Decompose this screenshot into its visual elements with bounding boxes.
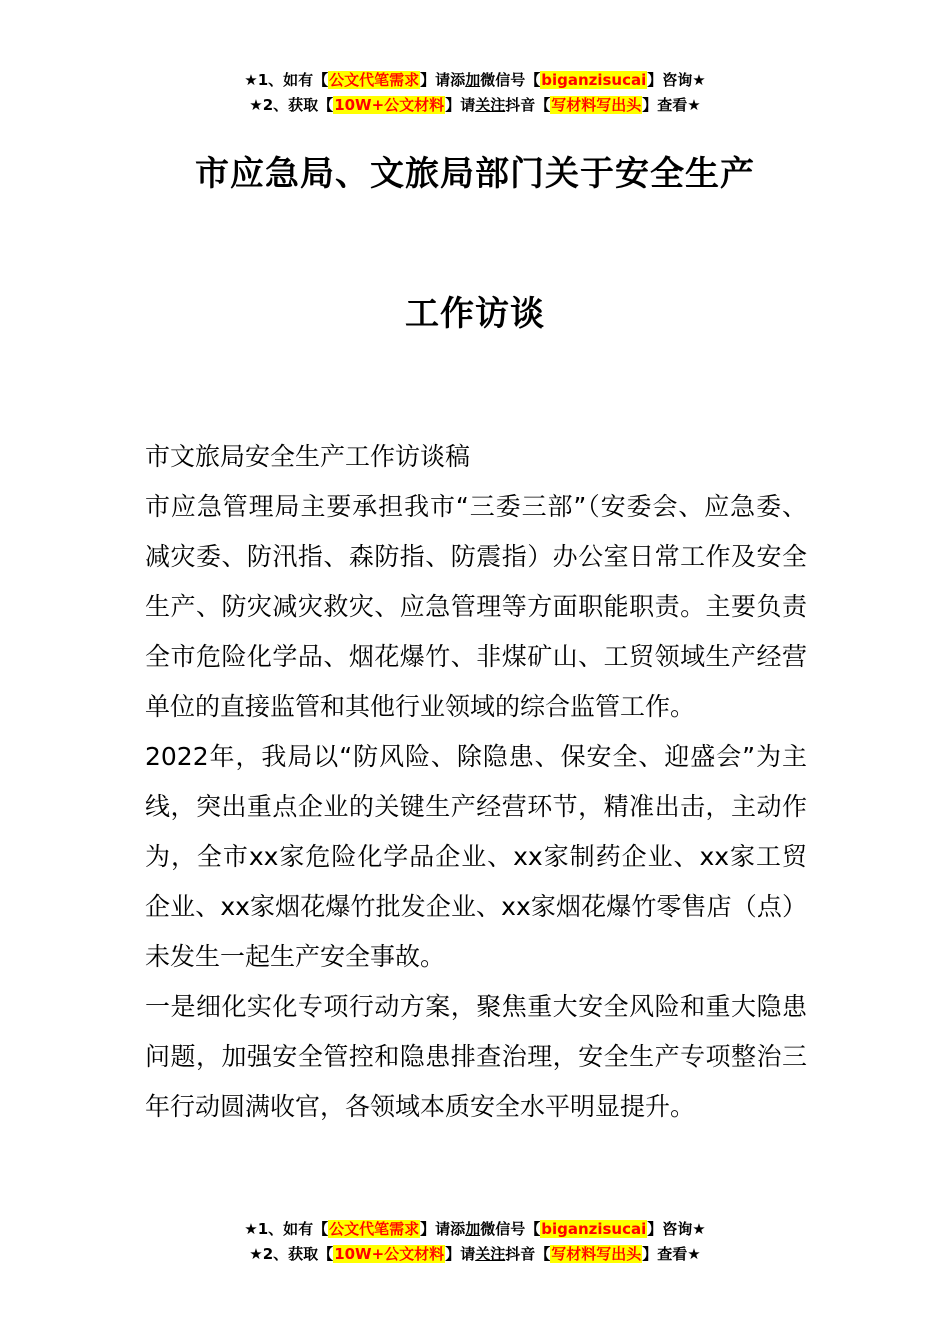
banner-highlight: 写材料写出头 — [551, 1245, 642, 1263]
banner-underlined-text: 加 — [465, 1220, 481, 1238]
body-paragraph: 2022年，我局以“防风险、除隐患、保安全、迎盛会”为主线，突出重点企业的关键生产经营环节，精准出击，主动作为，全市xx家危险化学品企业、xx家制药企业、xx家工贸企业、xx家烟花爆竹批发企业、xx家烟花爆竹零售店（点）未发生一起生产安全事故。 — [145, 742, 807, 971]
banner-highlight: biganzisucai — [541, 71, 647, 89]
banner-line-2 — [0, 1242, 950, 1267]
banner-line-1 — [0, 1217, 950, 1242]
document-body — [145, 432, 807, 1132]
banner-text: ★1、如有【 — [244, 71, 329, 89]
header-banner — [0, 68, 950, 118]
banner-highlight: biganzisucai — [541, 1220, 647, 1238]
footer-banner — [0, 1217, 950, 1267]
banner-text: 】咨询★ — [647, 1220, 706, 1238]
banner-text: 】请添 — [420, 71, 466, 89]
banner-text: 】查看★ — [642, 1245, 701, 1263]
banner-text: 】请添 — [420, 1220, 466, 1238]
banner-text: 】查看★ — [642, 96, 701, 114]
banner-text: 微信号【 — [480, 1220, 541, 1238]
banner-highlight: 写材料写出头 — [551, 96, 642, 114]
banner-text: ★2、获取【 — [249, 1245, 334, 1263]
banner-text: ★2、获取【 — [249, 96, 334, 114]
banner-text: ★1、如有【 — [244, 1220, 329, 1238]
banner-highlight: 公文代笔需求 — [329, 1220, 420, 1238]
banner-underlined-text: 关注 — [475, 1245, 506, 1263]
banner-underlined-text: 加 — [465, 71, 481, 89]
banner-text: 抖音【 — [505, 96, 551, 114]
banner-text: 抖音【 — [505, 1245, 551, 1263]
banner-highlight: 公文代笔需求 — [329, 71, 420, 89]
banner-text: 】请 — [445, 96, 476, 114]
banner-highlight: 10W+公文材料 — [334, 96, 445, 114]
document-title-line-1: 市应急局、文旅局部门关于安全生产 — [195, 154, 755, 194]
document-title-line-2: 工作访谈 — [405, 294, 545, 334]
body-paragraph: 一是细化实化专项行动方案，聚焦重大安全风险和重大隐患问题，加强安全管控和隐患排查治理，安全生产专项整治三年行动圆满收官，各领域本质安全水平明显提升。 — [145, 992, 807, 1121]
banner-text: 】请 — [445, 1245, 476, 1263]
banner-line-1 — [0, 68, 950, 93]
banner-text: 微信号【 — [480, 71, 541, 89]
banner-text: 】咨询★ — [647, 71, 706, 89]
banner-highlight: 10W+公文材料 — [334, 1245, 445, 1263]
body-paragraph: 市应急管理局主要承担我市“三委三部”（安委会、应急委、减灾委、防汛指、森防指、防震指）办公室日常工作及安全生产、防灾减灾救灾、应急管理等方面职能职责。主要负责全市危险化学品、烟花爆竹、非煤矿山、工贸领域生产经营单位的直接监管和其他行业领域的综合监管工作。 — [145, 492, 807, 721]
banner-underlined-text: 关注 — [475, 96, 506, 114]
banner-line-2 — [0, 93, 950, 118]
body-paragraph: 市文旅局安全生产工作访谈稿 — [145, 442, 471, 471]
